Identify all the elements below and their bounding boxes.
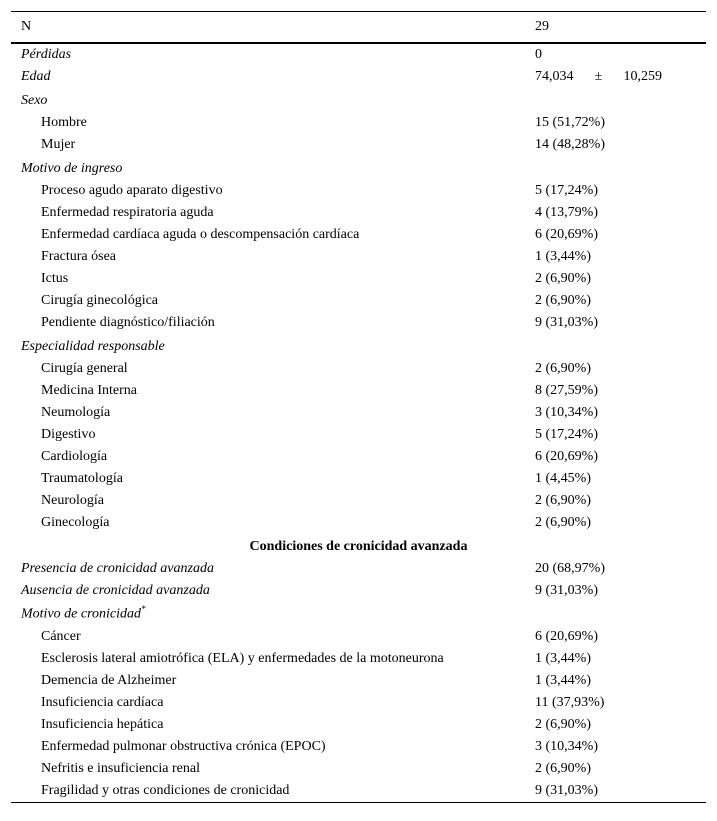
row-label [41,115,87,131]
row-label-text: Mujer [41,137,76,152]
table-row [11,446,706,468]
table-row [11,44,706,66]
row-label [21,47,71,63]
table-row [11,648,706,670]
row-value: 11 (37,93%) [535,695,605,710]
row-label-text: Pérdidas [21,47,72,62]
row-value: 15 (51,72%) [535,115,605,130]
table-row [11,580,706,602]
row-label [41,249,116,265]
row-label [21,93,47,109]
row-label [41,695,163,711]
row-value: 2 (6,90%) [535,271,591,286]
row-label-text: Enfermedad pulmonar obstructiva crónica (EPOC) [41,739,326,754]
sd-value: 10,259 [623,69,662,84]
row-label-text: Cirugía general [41,361,128,376]
table-row [11,714,706,736]
header-value: 29 [535,19,549,34]
row-value: 8 (27,59%) [535,383,598,398]
table-row [11,402,706,424]
row-label-text: Enfermedad respiratoria aguda [41,205,214,220]
characteristics-table [11,11,706,803]
table-row [11,736,706,758]
row-value: 3 (10,34%) [535,405,598,420]
plus-minus: ± [594,69,603,84]
row-label [41,405,110,421]
row-label-text: Cáncer [41,629,81,644]
row-label [41,629,81,645]
row-label-text: Insuficiencia hepática [41,717,164,732]
table-row [11,558,706,580]
row-value: 2 (6,90%) [535,515,591,530]
row-label-text: Ginecología [41,515,110,530]
table-row [11,180,706,202]
table-row [11,424,706,446]
table-row [11,626,706,648]
table-body [11,44,706,802]
row-label-text: Condiciones de cronicidad avanzada [249,539,468,554]
row-label-text: Cardiología [41,449,108,464]
row-label [41,205,214,221]
row-label-text: Presencia de cronicidad avanzada [21,561,214,576]
row-label [41,515,109,531]
row-label [41,227,359,243]
row-value: 2 (6,90%) [535,761,591,776]
row-value: 14 (48,28%) [535,137,605,152]
row-label-text: Nefritis e insuficiencia renal [41,761,200,776]
table-row [11,156,706,180]
row-label [41,183,223,199]
row-label-text: Edad [21,69,51,84]
row-label [41,673,176,689]
row-label [21,561,214,577]
row-value: 6 (20,69%) [535,449,598,464]
row-value: 2 (6,90%) [535,717,591,732]
row-label [41,717,163,733]
row-value: 1 (3,44%) [535,651,591,666]
row-label-text: Proceso agudo aparato digestivo [41,183,223,198]
row-label-text: Fragilidad y otras condiciones de cronicidad [41,783,290,798]
row-label [21,69,51,85]
row-label-text: Motivo de cronicidad [21,607,142,622]
table-row [11,468,706,490]
row-label-text: Medicina Interna [41,383,138,398]
row-label-text: Traumatología [41,471,123,486]
table-row [11,246,706,268]
table-row [11,512,706,534]
row-label-text: Digestivo [41,427,96,442]
row-value: 0 [535,47,542,62]
row-label [21,161,122,177]
row-value [535,69,662,85]
row-label-text: Pendiente diagnóstico/filiación [41,315,215,330]
row-label [41,137,75,153]
mean-value: 74,034 [535,69,574,84]
row-label [41,739,326,755]
table-row [11,268,706,290]
row-label [41,493,104,509]
row-label-text: Especialidad responsable [21,339,165,354]
row-label [41,271,68,287]
row-value: 9 (31,03%) [535,783,598,798]
row-label [21,583,210,599]
row-label [11,539,706,555]
row-value: 3 (10,34%) [535,739,598,754]
row-label-text: Motivo de ingreso [21,161,123,176]
row-label [41,427,95,443]
table-row [11,334,706,358]
row-value: 1 (3,44%) [535,249,591,264]
row-label [41,651,444,667]
row-value: 4 (13,79%) [535,205,598,220]
row-label-text: Hombre [41,115,87,130]
row-label-text: Sexo [21,93,48,108]
row-value: 2 (6,90%) [535,361,591,376]
row-label [21,339,165,355]
table-row [11,358,706,380]
row-label [41,449,107,465]
row-label [41,761,200,777]
row-label-text: Ausencia de cronicidad avanzada [21,583,210,598]
row-label-text: Ictus [41,271,69,286]
table-row [11,602,706,626]
table-row [11,312,706,334]
row-label [41,361,128,377]
row-label [41,293,158,309]
row-label-text: Esclerosis lateral amiotrófica (ELA) y enfermedades de la motoneurona [41,651,444,666]
row-label-text: Fractura ósea [41,249,117,264]
row-value: 20 (68,97%) [535,561,605,576]
row-value: 2 (6,90%) [535,493,591,508]
row-value: 1 (4,45%) [535,471,591,486]
table-header-row [11,12,706,44]
row-value: 6 (20,69%) [535,227,598,242]
row-value: 5 (17,24%) [535,183,598,198]
table-row [11,780,706,802]
table-row [11,692,706,714]
table-row [11,202,706,224]
table-row [11,670,706,692]
table-row [11,758,706,780]
table-row [11,380,706,402]
row-label [21,604,146,623]
table-row [11,88,706,112]
row-label [41,383,137,399]
table-row [11,112,706,134]
row-label-text: Insuficiencia cardíaca [41,695,164,710]
row-label [41,783,289,799]
row-value: 1 (3,44%) [535,673,591,688]
section-heading-row [11,534,706,558]
header-label: N [21,19,32,34]
row-label-text: Cirugía ginecológica [41,293,159,308]
footnote-marker: * [141,604,146,615]
row-value: 2 (6,90%) [535,293,591,308]
row-label [41,315,215,331]
row-value: 9 (31,03%) [535,315,598,330]
table-row [11,290,706,312]
row-label-text: Neumología [41,405,111,420]
row-label-text: Demencia de Alzheimer [41,673,177,688]
row-label [41,471,123,487]
table-row [11,134,706,156]
row-label-text: Enfermedad cardíaca aguda o descompensación cardíaca [41,227,360,242]
row-value: 6 (20,69%) [535,629,598,644]
row-value: 5 (17,24%) [535,427,598,442]
table-row [11,66,706,88]
row-label-text: Neurología [41,493,104,508]
table-row [11,224,706,246]
row-value: 9 (31,03%) [535,583,598,598]
table-row [11,490,706,512]
